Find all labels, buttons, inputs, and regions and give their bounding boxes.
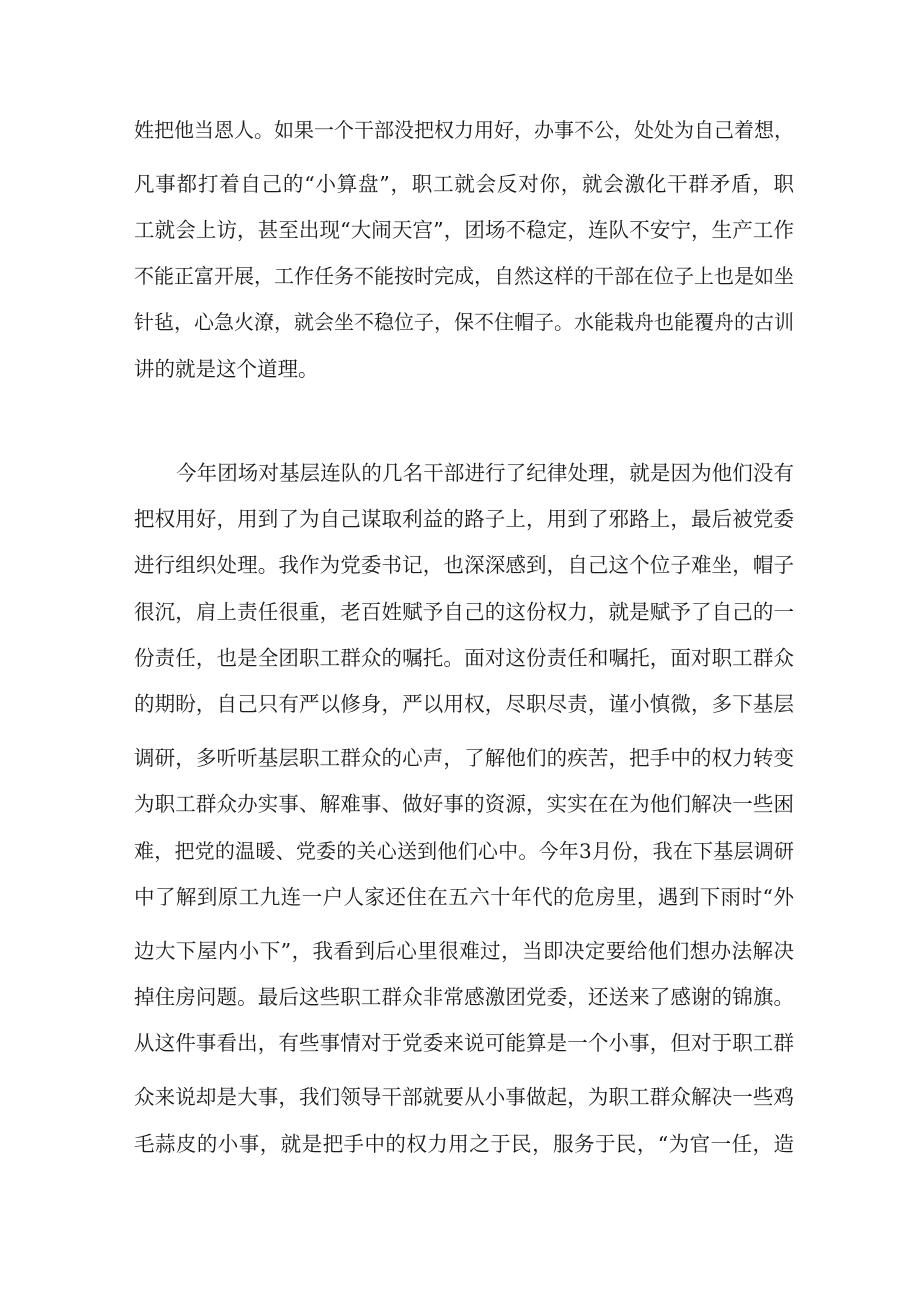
paragraph-2-line-3: 进行组织处理。我作为党委书记，也深深感到，自己这个位子难坐，帽子 [134, 553, 794, 577]
paragraph-2-line-8: 为职工群众办实事、解难事、做好事的资源，实实在在为他们解决一些困 [134, 792, 794, 816]
paragraph-1-line-4: 不能正富开展，工作任务不能按时完成，自然这样的干部在位子上也是如坐 [134, 264, 794, 288]
paragraph-2-line-15: 毛蒜皮的小事，就是把手中的权力用之于民，服务于民，“为官一任，造 [134, 1132, 794, 1156]
paragraph-2-line-2: 把权用好，用到了为自己谋取利益的路子上，用到了邪路上，最后被党委 [134, 507, 794, 531]
paragraph-1-line-2: 凡事都打着自己的“小算盘”，职工就会反对你，就会激化干群矛盾，职 [134, 172, 794, 196]
paragraph-2-line-1: 今年团场对基层连队的几名干部进行了纪律处理，就是因为他们没有 [176, 461, 794, 485]
paragraph-1-line-1: 姓把他当恩人。如果一个干部没把权力用好，办事不公，处处为自己着想， [134, 118, 794, 142]
paragraph-2-line-12: 掉住房问题。最后这些职工群众非常感激团党委，还送来了感谢的锦旗。 [134, 985, 794, 1009]
paragraph-1-line-6: 讲的就是这个道理。 [134, 357, 319, 381]
paragraph-2-line-7: 调研，多听听基层职工群众的心声，了解他们的疾苦，把手中的权力转变 [134, 746, 794, 770]
paragraph-2-line-13: 从这件事看出，有些事情对于党委来说可能算是一个小事，但对于职工群 [134, 1031, 794, 1055]
paragraph-2-line-4: 很沉，肩上责任很重，老百姓赋予自己的这份权力，就是赋予了自己的一 [134, 600, 794, 624]
paragraph-2-line-14: 众来说却是大事，我们领导干部就要从小事做起，为职工群众解决一些鸡 [134, 1085, 794, 1109]
paragraph-2-line-9: 难，把党的温暖、党委的关心送到他们心中。今年3月份，我在下基层调研 [134, 839, 794, 863]
paragraph-2-line-5: 份责任，也是全团职工群众的嘱托。面对这份责任和嘱托，面对职工群众 [134, 646, 794, 670]
paragraph-2-line-11: 边大下屋内小下”，我看到后心里很难过，当即决定要给他们想办法解决 [134, 939, 794, 963]
paragraph-1-line-5: 针毡，心急火潦，就会坐不稳位子，保不住帽子。水能栽舟也能覆舟的古训 [134, 310, 794, 334]
paragraph-2-line-10: 中了解到原工九连一户人家还住在五六十年代的危房里，遇到下雨时“外 [134, 885, 794, 909]
paragraph-1-line-3: 工就会上访，甚至出现“大闹天宫”，团场不稳定，连队不安宁，生产工作 [134, 218, 794, 242]
paragraph-2-line-6: 的期盼，自己只有严以修身，严以用权，尽职尽责，谨小慎微，多下基层 [134, 692, 794, 716]
